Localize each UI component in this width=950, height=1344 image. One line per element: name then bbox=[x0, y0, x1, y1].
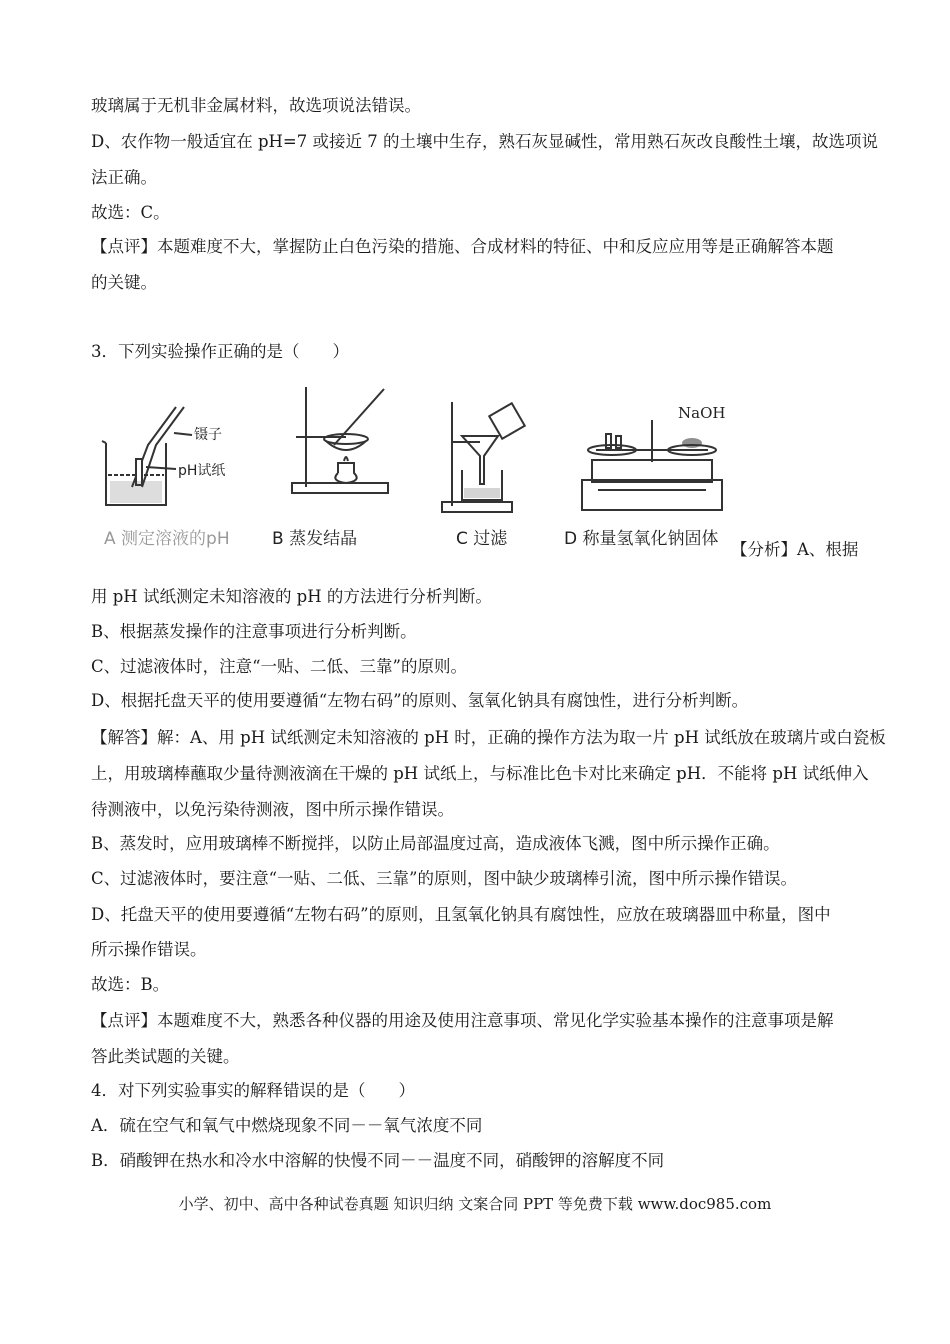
caption-a: A 测定溶液的pH bbox=[104, 529, 230, 549]
option-a: A．硫在空气和氧气中燃烧现象不同－－氧气浓度不同 bbox=[91, 1116, 483, 1135]
text-line-16: C、过滤液体时，要注意“一贴、二低、三靠”的原则，图中缺少玻璃棒引流，图中所示操作错误。 bbox=[91, 869, 797, 888]
text-line-3: 法正确。 bbox=[91, 168, 157, 187]
text-line-10: C、过滤液体时，注意“一贴、二低、三靠”的原则。 bbox=[91, 657, 467, 676]
text-line-21: 答此类试题的关键。 bbox=[91, 1047, 240, 1066]
text-line-5: 【点评】本题难度不大，掌握防止白色污染的措施、合成材料的特征、中和反应应用等是正确解答本题 bbox=[91, 237, 834, 256]
text-line-1: 玻璃属于无机非金属材料，故选项说法错误。 bbox=[91, 96, 421, 115]
text-line-15: B、蒸发时，应用玻璃棒不断搅拌，以防止局部温度过高，造成液体飞溅，图中所示操作正确。 bbox=[91, 834, 780, 853]
caption-c: C 过滤 bbox=[456, 529, 508, 549]
text-line-18: 所示操作错误。 bbox=[91, 940, 207, 959]
text-line-4: 故选：C。 bbox=[91, 203, 170, 222]
text-line-14: 待测液中，以免污染待测液，图中所示操作错误。 bbox=[91, 800, 454, 819]
figure-c-filtration bbox=[440, 400, 540, 515]
figure-b-evaporation bbox=[286, 383, 396, 498]
caption-b: B 蒸发结晶 bbox=[272, 529, 358, 549]
option-b: B．硝酸钾在热水和冷水中溶解的快慢不同－－温度不同，硝酸钾的溶解度不同 bbox=[91, 1151, 665, 1170]
text-line-17: D、托盘天平的使用要遵循“左物右码”的原则，且氢氧化钠具有腐蚀性，应放在玻璃器皿中称量，图中 bbox=[91, 905, 831, 924]
text-line-13: 上，用玻璃棒蘸取少量待测液滴在干燥的 pH 试纸上，与标准比色卡对比来确定 pH．不能将 pH 试纸伸入 bbox=[91, 764, 869, 783]
question-4: 4．对下列实验事实的解释错误的是（ ） bbox=[91, 1081, 415, 1100]
text-line-6: 的关键。 bbox=[91, 273, 157, 292]
tweezers-label: 镊子 bbox=[194, 427, 222, 443]
text-line-11: D、根据托盘天平的使用要遵循“左物右码”的原则、氢氧化钠具有腐蚀性，进行分析判断。 bbox=[91, 691, 749, 710]
text-line-20: 【点评】本题难度不大，熟悉各种仪器的用途及使用注意事项、常见化学实验基本操作的注意事项是解 bbox=[91, 1011, 834, 1030]
text-line-9: B、根据蒸发操作的注意事项进行分析判断。 bbox=[91, 622, 417, 641]
caption-d: D 称量氢氧化钠固体 bbox=[564, 529, 719, 549]
text-line-8: 用 pH 试纸测定未知溶液的 pH 的方法进行分析判断。 bbox=[91, 587, 492, 606]
figure-a-ph-test bbox=[96, 405, 236, 515]
text-line-2: D、农作物一般适宜在 pH=7 或接近 7 的土壤中生存，熟石灰显碱性，常用熟石灰改良酸性土壤，故选项说 bbox=[91, 132, 878, 151]
text-line-19: 故选：B。 bbox=[91, 975, 170, 994]
ph-paper-label: pH试纸 bbox=[178, 463, 226, 479]
figure-d-balance bbox=[576, 400, 726, 518]
naoh-label: NaOH bbox=[678, 404, 726, 422]
question-3: 3．下列实验操作正确的是（ ） bbox=[91, 342, 349, 361]
page-footer: 小学、初中、高中各种试卷真题 知识归纳 文案合同 PPT 等免费下载 www.doc985.com bbox=[178, 1195, 772, 1213]
text-line-12: 【解答】解：A、用 pH 试纸测定未知溶液的 pH 时，正确的操作方法为取一片 pH 试纸放在玻璃片或白瓷板 bbox=[91, 728, 886, 747]
analysis-lead: 【分析】A、根据 bbox=[731, 540, 859, 559]
